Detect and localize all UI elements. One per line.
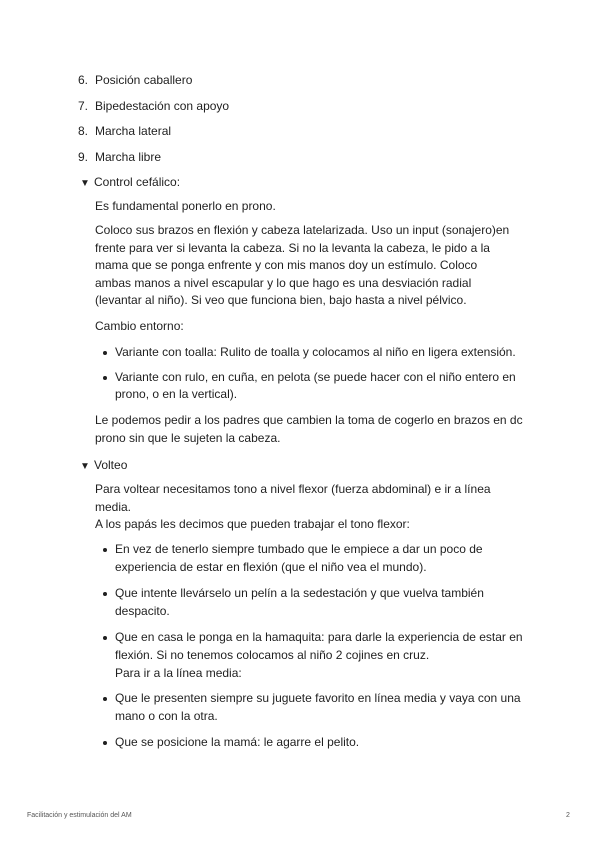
triangle-down-icon: ▼ (80, 178, 90, 189)
page-number: 2 (566, 812, 570, 819)
list-item: Que se posicione la mamá: le agarre el pelito. (100, 734, 520, 752)
list-item: 6. Posición caballero (78, 73, 193, 87)
paragraph: Coloco sus brazos en flexión y cabeza latelarizada. Uso un input (sonajero)en frente para ver si levanta la cabeza. Si no la levanta la cabeza, le pido a la mama que se ponga enfrente y con mis manos doy un estímulo. Coloco ambas manos a nivel escapular y lo que hago es una desviación radial (levantar al niño). Si veo que funciona bien, bajo hasta a nivel pélvico. (95, 223, 510, 307)
toggle-title: Control cefálico: (94, 175, 181, 189)
paragraph: Es fundamental ponerlo en prono. (95, 199, 276, 213)
toggle-control-cefalico[interactable] (80, 174, 180, 193)
footer-title: Facilitación y estimulación del AM (27, 812, 132, 819)
list-item: 7. Bipedestación con apoyo (78, 98, 230, 113)
list-item: Que intente llevárselo un pelín a la sedestación y que vuelva también despacito. (100, 585, 500, 620)
bullet-list (100, 690, 520, 752)
list-item: En vez de tenerlo siempre tumbado que le empiece a dar un poco de experiencia de estar en flexión (que el niño vea el mundo). (100, 541, 500, 576)
paragraph: Cambio entorno: (95, 319, 184, 333)
bullet-list (100, 541, 523, 664)
toggle-volteo[interactable] (80, 457, 127, 476)
list-item: 9. Marcha libre (78, 149, 162, 164)
list-item: Variante con rulo, en cuña, en pelota (se puede hacer con el niño entero en prono, o en la vertical). (100, 369, 520, 404)
bullet-list (100, 344, 530, 404)
list-item: Variante con toalla: Rulito de toalla y colocamos al niño en ligera extensión. (100, 344, 530, 362)
subheading: Para ir a la línea media: (115, 666, 242, 680)
list-item: Que le presenten siempre su juguete favorito en línea media y vaya con una mano o con la otra. (100, 690, 530, 725)
toggle-title: Volteo (94, 458, 128, 472)
list-item: Que en casa le ponga en la hamaquita: para darle la experiencia de estar en flexión. Si no tenemos colocamos al niño 2 cojines en cruz. (100, 629, 530, 664)
list-item: 8. Marcha lateral (78, 124, 172, 138)
triangle-down-icon: ▼ (80, 461, 90, 472)
numbered-list (78, 72, 229, 174)
paragraph: Le podemos pedir a los padres que cambien la toma de cogerlo en brazos en dc prono sin que le sujeten la cabeza. (95, 413, 523, 445)
paragraph: Para voltear necesitamos tono a nivel flexor (fuerza abdominal) e ir a línea media. A los papás les decimos que pueden trabajar el tono flexor: (95, 482, 491, 531)
